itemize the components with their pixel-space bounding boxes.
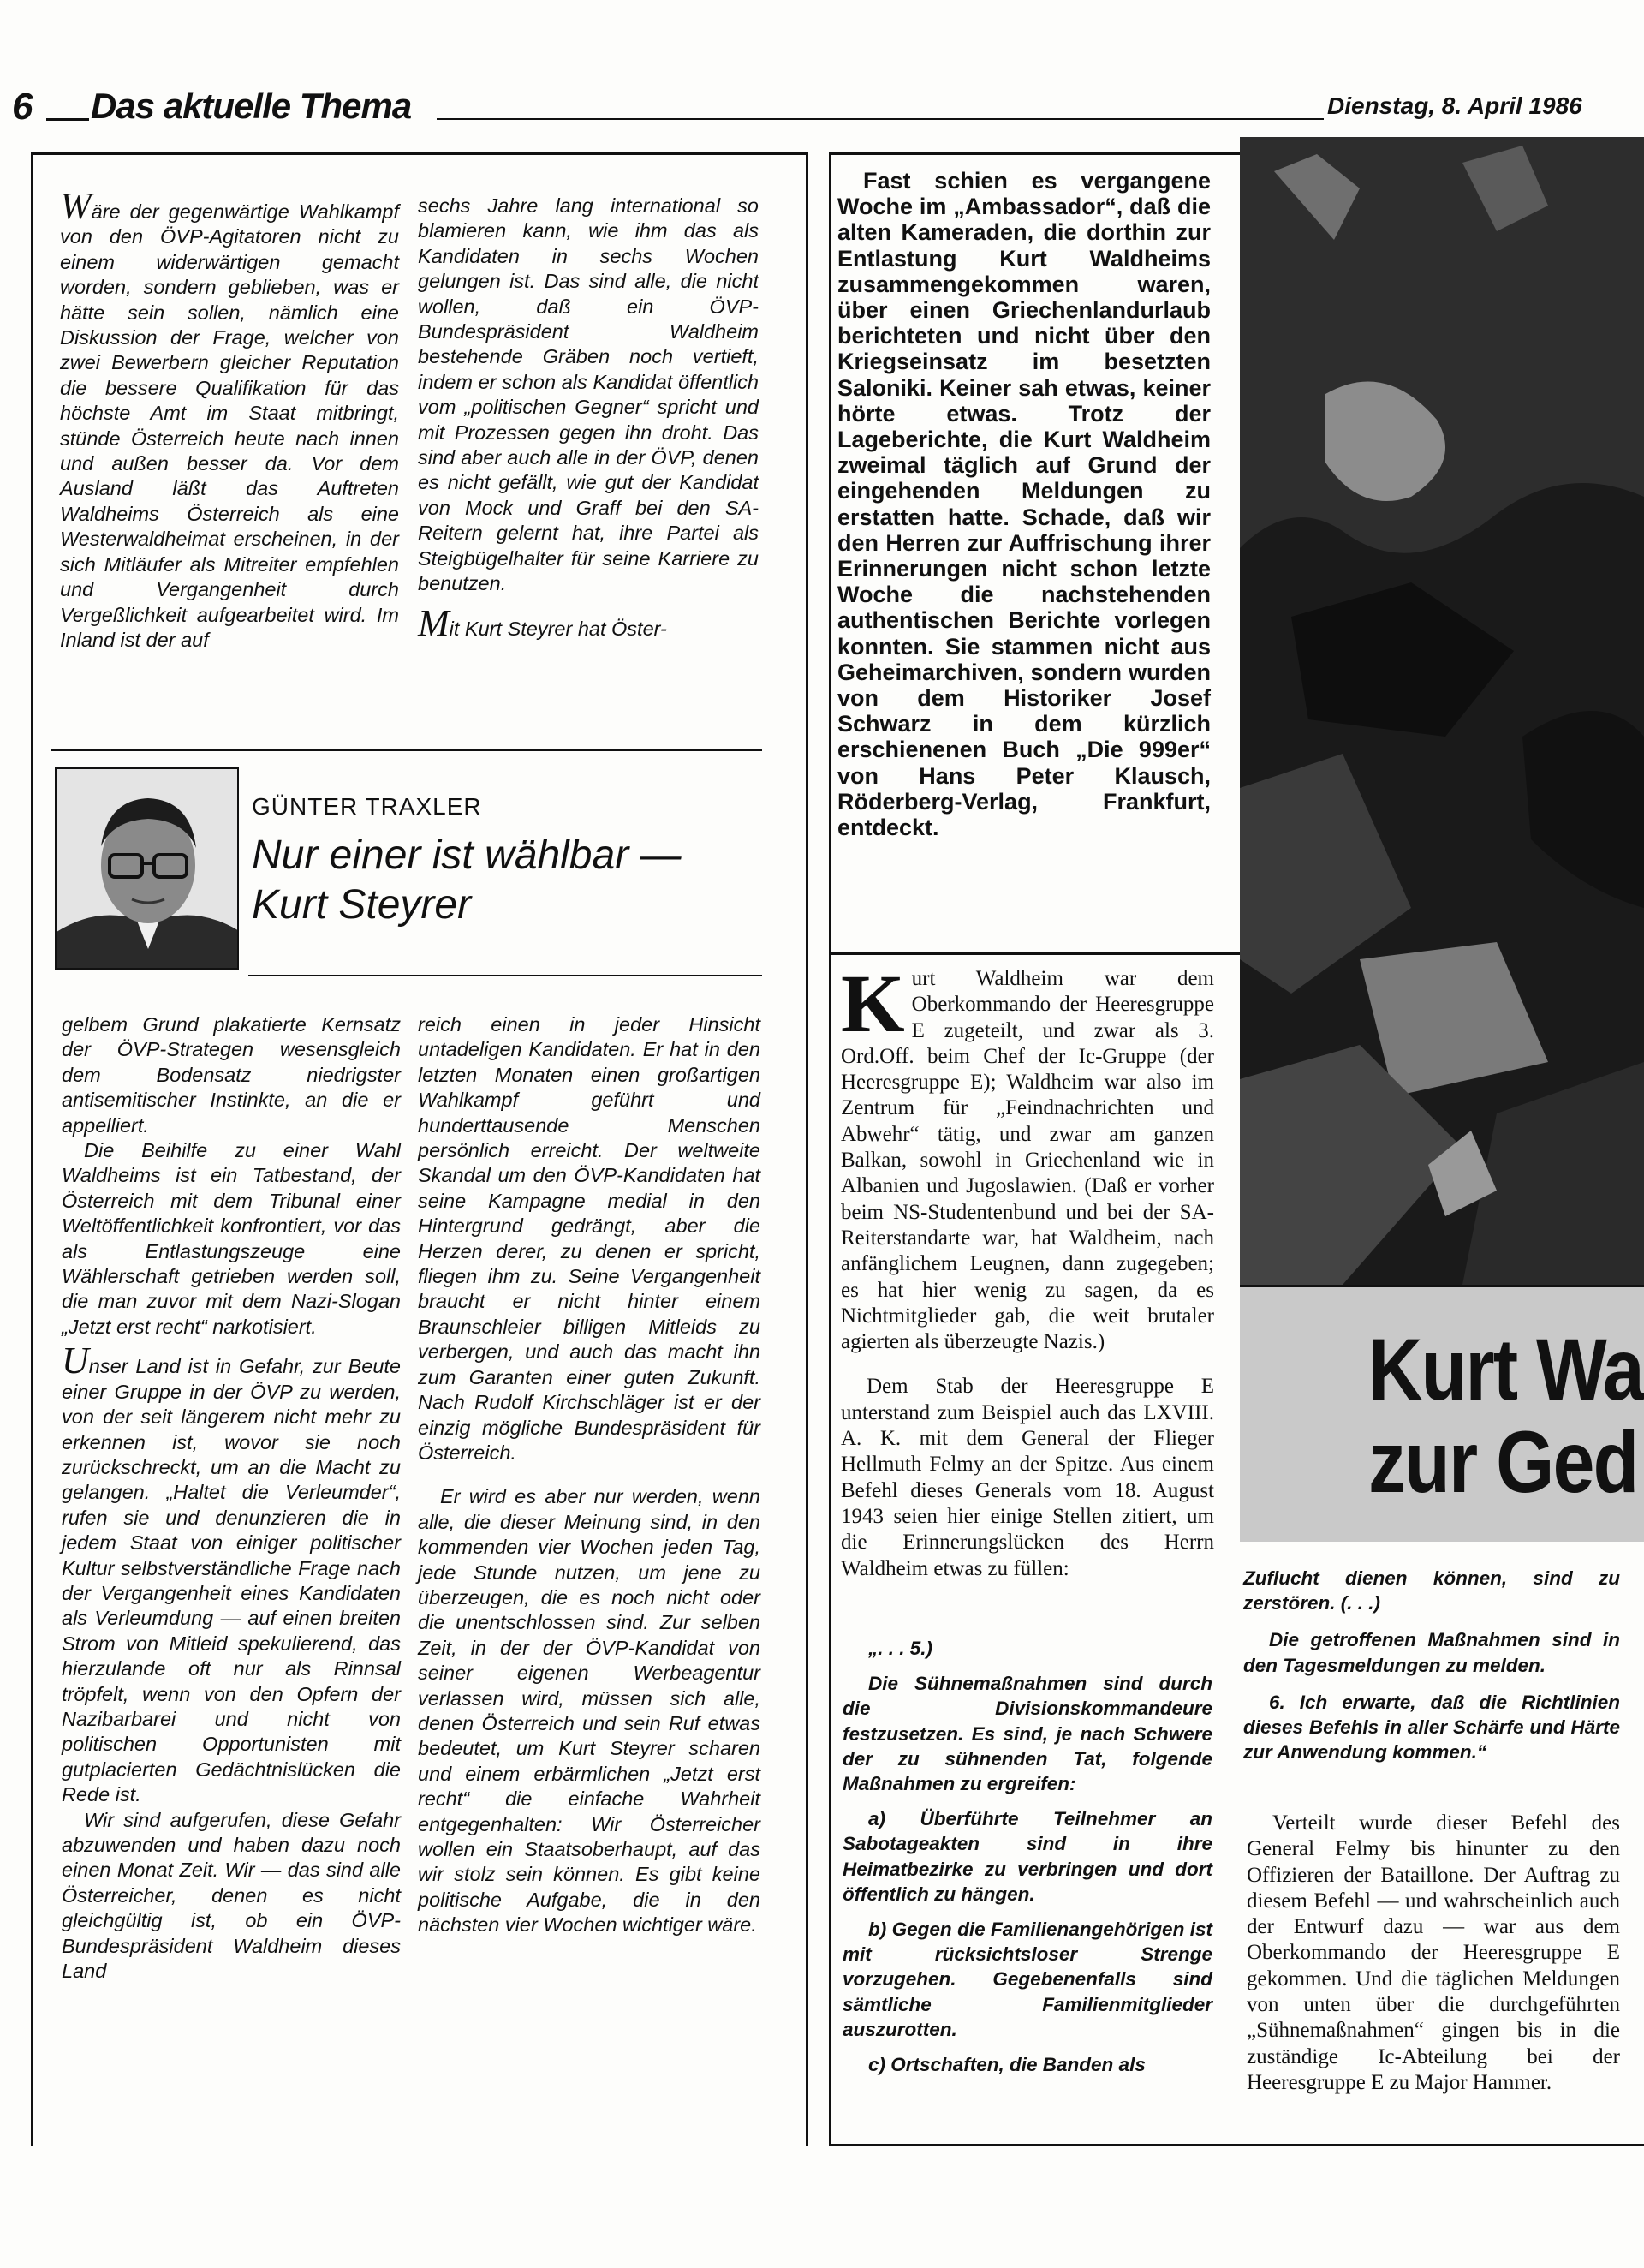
headline-line: Kurt Steyrer [252, 882, 472, 928]
section-rule [829, 952, 1240, 955]
commentary-top-col1 [60, 185, 399, 653]
photo-headline-panel [1240, 1285, 1644, 1542]
paragraph: 6. Ich erwarte, daß die Richtlinien dieses Befehls in aller Schärfe und Härte zur Anwendung kommen.“ [1243, 1691, 1620, 1764]
header-rule [46, 118, 89, 121]
section-rule [51, 749, 762, 751]
drop-cap: U [62, 1340, 89, 1382]
drop-cap: K [841, 958, 905, 1049]
author-photo [55, 767, 239, 970]
paragraph: gelbem Grund plakatierte Kernsatz der ÖVP-Strategen wesensgleich dem Bodensatz niedrigster antisemitischer Instinkte, an die er appelliert. [62, 1013, 401, 1137]
report-intro [837, 168, 1211, 840]
paragraph: Verteilt wurde dieser Befehl des General Felmy bis hinunter zu den Offizieren der Bataillone. Der Auftrag zu diesem Befehl — und wahrscheinlich auch der Entwurf dazu — war aus dem Oberkommando der Heeresgruppe E gekommen. Und die täglichen Meldungen von unten über die durchgeführten „Sühnemaßnahmen“ gingen bis in die zuständige Ic-Abteilung bei der Heeresgruppe E zu Major Hammer. [1247, 1811, 1620, 2094]
section-title: Das aktuelle Thema [91, 86, 412, 126]
photo-waldheim [1240, 137, 1644, 1285]
paragraph: „. . . 5.) [868, 1638, 933, 1659]
paragraph: reich einen in jeder Hinsicht untadeligen Kandidaten. Er hat in den letzten Monaten einen großartigen Wahlkampf geführt und hunderttausende Menschen persönlich erreicht. Der weltweite Skandal um den ÖVP-Kandidaten hat seine Kampagne medial in den Hintergrund gedrängt, aber die Herzen derer, zu denen er spricht, fliegen ihm zu. Seine Vergangenheit braucht er nicht hinter einem Braunschleier billigen Mitleids zu verbergen, und auch das macht ihn zum Garanten einer guten Zukunft. Nach Rudolf Kirchschläger ist er der einzig mögliche Bundespräsident für Österreich. [418, 1013, 760, 1464]
page-number: 6 [12, 86, 33, 128]
issue-date: Dienstag, 8. April 1986 [1327, 93, 1582, 119]
author-name: GÜNTER TRAXLER [252, 793, 482, 820]
paragraph: Zuflucht dienen können, sind zu zerstören. (. . .) [1243, 1567, 1620, 1614]
section-rule [248, 975, 762, 976]
headline-line: zur Ged [1368, 1413, 1638, 1511]
drop-cap: W [60, 185, 92, 227]
commentary-bottom-col1 [62, 1012, 401, 1984]
headline-line: Kurt Wa [1368, 1321, 1643, 1418]
drop-cap: M [418, 601, 450, 644]
paragraph: Fast schien es vergangene Woche im „Ambassador“, daß die alten Kameraden, die dorthin zur Entlastung Kurt Waldheims zusammengekommen waren, über einen Griechenlandurlaub berichteten und nicht über den Kriegseinsatz im besetzten Saloniki. Keiner sah etwas, keiner hörte etwas. Trotz der Lageberichte, die Kurt Waldheim zweimal täglich auf Grund der eingehenden Meldungen zu erstatten hatte. Schade, daß wir den Herren zur Auffrischung ihrer Erinnerungen nicht schon letzte Woche die nachstehenden authentischen Berichte vorlegen konnten. Sie stammen nicht aus Geheimarchiven, sondern wurden von dem Historiker Josef Schwarz in dem kürzlich erschienenen Buch „Die 999er“ von Hans Peter Klausch, Röderberg-Verlag, Frankfurt, entdeckt. [837, 168, 1211, 841]
paragraph: Die Beihilfe zu einer Wahl Waldheims ist ein Tatbestand, der Österreich mit dem Tribunal einer Weltöffentlichkeit konfrontiert, vor das als Entlastungszeuge eine Wählerschaft getrieben werden soll, die man zuvor mit dem Nazi-Slogan „Jetzt erst recht“ narkotisiert. [62, 1139, 401, 1338]
article-headline [252, 831, 682, 930]
order-quote-col1 [843, 1636, 1212, 2087]
paragraph: a) Überführte Teilnehmer an Sabotageakten sind in ihre Heimatbezirke zu verbringen und dort öffentlich zu hängen. [843, 1808, 1212, 1905]
report-body-col1 [841, 958, 1214, 1582]
headline-line: Nur einer ist wählbar — [252, 833, 682, 878]
header-rule [437, 118, 1324, 120]
paragraph: Die Sühnemaßnahmen sind durch die Divisionskommandeure festzusetzen. Es sind, je nach Schwere der zu sühnenden Tat, folgende Maßnahmen zu ergreifen: [843, 1673, 1212, 1795]
paragraph: urt Waldheim war dem Oberkommando der Heeresgruppe E zugeteilt, und zwar als 3. Ord.Off. beim Chef der Ic-Gruppe (der Heeresgruppe E); Waldheim war also im Zentrum für „Feindnachrichten und Abwehr“ tätig, und zwar am ganzen Balkan, sowohl in Griechenland wie in Albanien und Jugoslawien. (Daß er vorher beim NS-Studentenbund und bei der SA-Reiterstandarte war, hat Waldheim, nach anfänglichem Leugnen, dann zugegeben; es hat hier wenig zu sagen, da es Nichtmitglieder gab, die weit brutaler agierten als überzeugte Nazis.) [841, 967, 1214, 1354]
paragraph: äre der gegenwärtige Wahlkampf von den ÖVP-Agitatoren nicht zu einem widerwärtigen gemacht worden, sondern geblieben, was er hätte sein sollen, nämlich eine Diskussion der Frage, welcher von zwei Bewerbern gleicher Reputation die bessere Qualifikation für das höchste Amt im Staat mitbringt, stünde Österreich heute nach innen und außen besser da. Vor dem Ausland läßt das Auftreten Waldheims Österreich als eine Westerwaldheimat erscheinen, in der sich Mitläufer als Mitreiter empfehlen und Vergangenheit durch Vergeßlichkeit aufgearbeitet wird. Im Inland ist der auf [60, 200, 399, 651]
order-quote-col2 [1243, 1566, 1620, 1776]
photo-image [1240, 137, 1644, 1285]
paragraph: nser Land ist in Gefahr, zur Beute einer Gruppe in der ÖVP zu werden, von der seit längerem nicht mehr zu erkennen ist, wovor sie noch zurückschreckt, um an die Macht zu gelangen. „Haltet die Verleumder“, rufen sie und denunzieren die in jedem Staat von einiger politischer Kultur selbstverständliche Frage nach der Vergangenheit eines Kandidaten als Verleumdung — auf einen breiten Strom von Mitleid spekulierend, das hierzulande oft nur als Rinnsal tröpfelt, wenn von den Opfern der Nazibarbarei und nicht von politischen Opportunisten mit gutplacierten Gedächtnislücken die Rede ist. [62, 1355, 401, 1806]
paragraph: Er wird es aber nur werden, wenn alle, die dieser Meinung sind, in den kommenden vier Wochen jeden Tag, jede Stunde nutzen, um jene zu überzeugen, die es noch nicht oder die unentschlossen sind. Zur selben Zeit, in der der ÖVP-Kandidat von seiner eigenen Werbeagentur verlassen wird, müssen sich alle, denen Österreich und sein Ruf etwas bedeutet, um Kurt Steyrer scharen und einem erbärmlichen „Jetzt erst recht“ die einfache Wahrheit entgegenhalten: Wir Österreicher wollen ein Staatsoberhaupt, auf das wir stolz sein können. Es gibt keine politische Aufgabe, die in den nächsten vier Wochen wichtiger wäre. [418, 1485, 760, 1937]
author-portrait-image [57, 769, 239, 970]
paragraph: Wir sind aufgerufen, diese Gefahr abzuwenden und haben dazu noch einen Monat Zeit. Wir — das sind alle Österreicher, denen es nicht gleichgültig ist, ob ein ÖVP-Bundespräsident Waldheim dieses Land [62, 1808, 401, 1983]
commentary-top-col2 [418, 194, 759, 642]
commentary-bottom-col2 [418, 1012, 760, 1938]
paragraph: c) Ortschaften, die Banden als [868, 2054, 1146, 2076]
paragraph: sechs Jahre lang international so blamieren kann, wie ihm das als Kandidaten in sechs Wochen gelungen ist. Das sind alle, die nicht wollen, daß ein ÖVP-Bundespräsident Waldheim bestehende Gräben noch vertieft, indem er schon als Kandidat öffentlich vom „politischen Gegner“ spricht und mit Prozessen gegen ihn droht. Das sind aber auch alle in der ÖVP, denen es nicht gefällt, wie gut der Kandidat von Mock und Graff bei den SA-Reitern gelernt hat, ihre Partei als Steigbügelhalter für seine Karriere zu benutzen. [418, 194, 759, 595]
paragraph: Dem Stab der Heeresgruppe E unterstand zum Beispiel auch das LXVIII. A. K. mit dem General der Flieger Hellmuth Felmy an der Spitze. Aus einem Befehl dieses Generals vom 18. August 1943 seien hier einige Stellen zitiert, um die Erinnerungslücken des Herrn Waldheim etwas zu füllen: [841, 1375, 1214, 1580]
paragraph: it Kurt Steyrer hat Öster- [449, 617, 667, 640]
photo-headline [1368, 1321, 1643, 1511]
paragraph: Die getroffenen Maßnahmen sind in den Tagesmeldungen zu melden. [1243, 1629, 1620, 1676]
paragraph: b) Gegen die Familienangehörigen ist mit rücksichtsloser Strenge vorzugehen. Gegebenenfalls sind sämtliche Familienmitglieder auszurotten. [843, 1919, 1212, 2040]
report-body-col2 [1247, 1811, 1620, 2096]
